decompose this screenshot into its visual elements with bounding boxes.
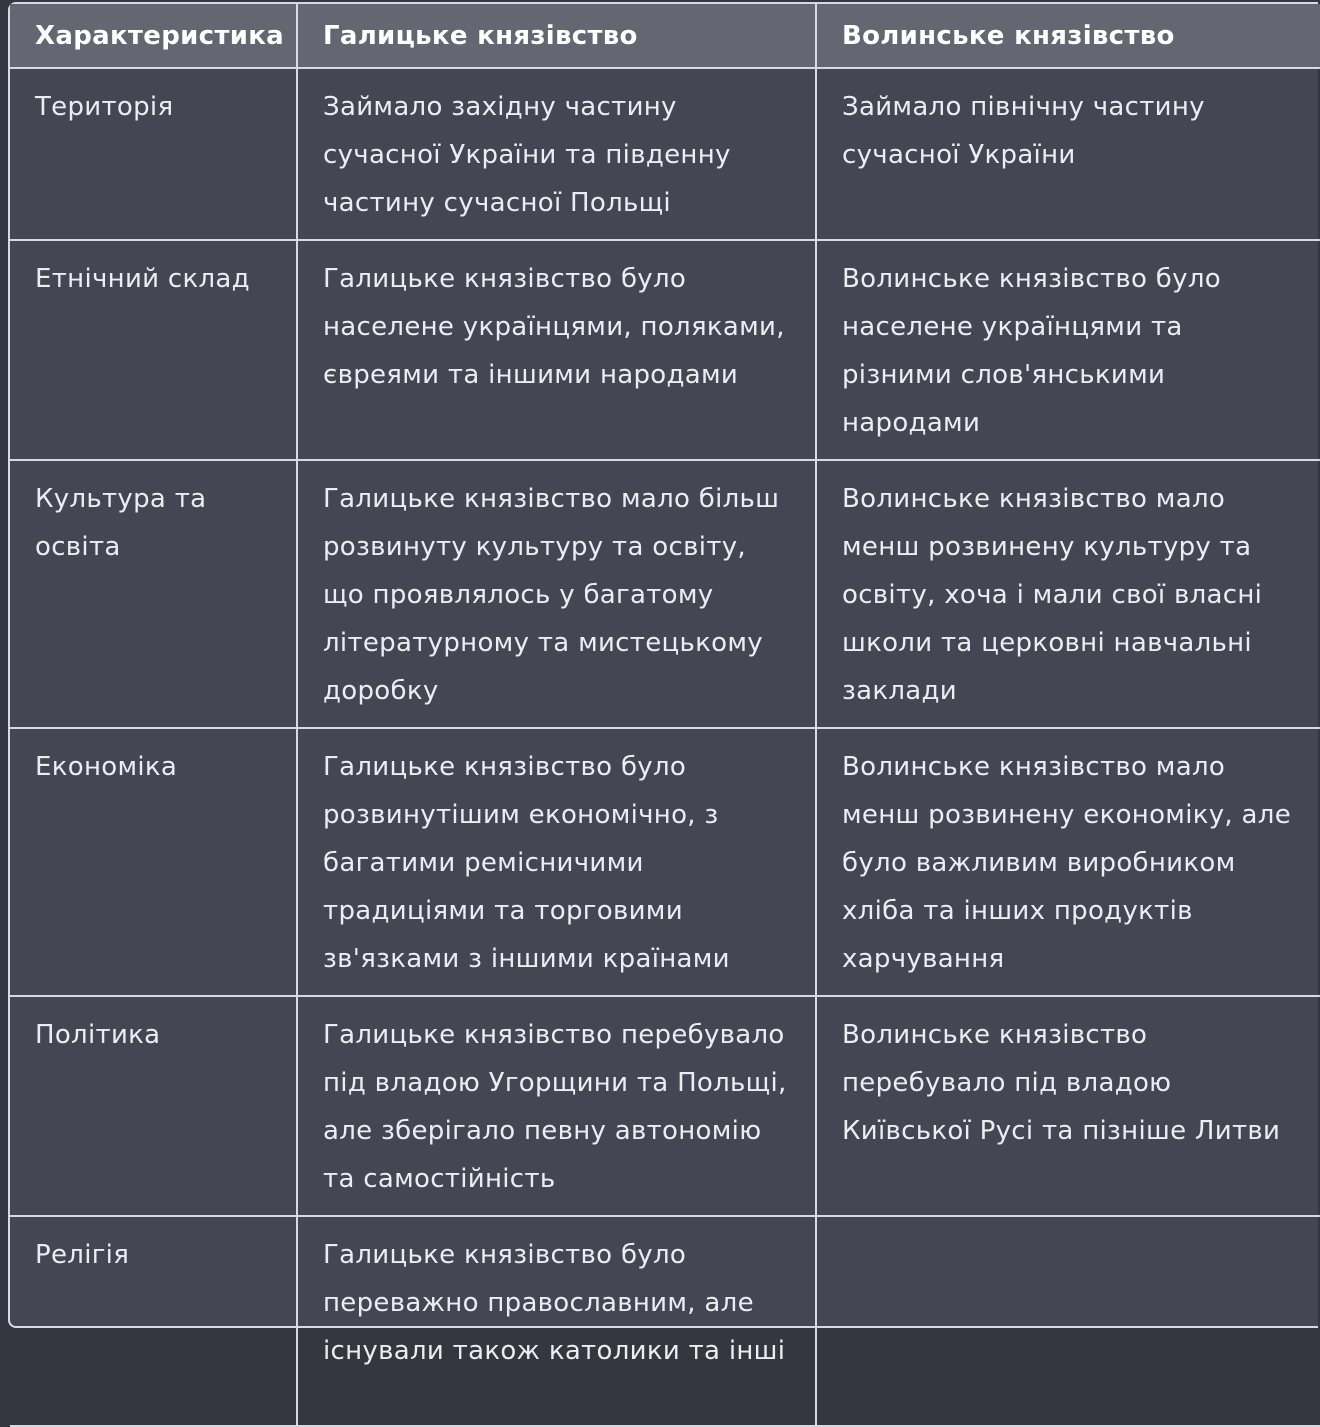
galician-cell: Галицьке князівство було населене українцями, поляками, євреями та іншими народами	[297, 240, 816, 460]
table-row	[10, 728, 1320, 996]
header-row	[10, 4, 1320, 68]
row-label: Політика	[10, 996, 297, 1216]
row-label: Територія	[10, 68, 297, 240]
galician-cell: Галицьке князівство перебувало під владою Угорщини та Польщі, але зберігало певну автономію та самостійність	[297, 996, 816, 1216]
volhynian-cell: Волинське князівство було населене українцями та різними слов'янськими народами	[816, 240, 1320, 460]
galician-cell: Галицьке князівство мало більш розвинуту культуру та освіту, що проявлялось у багатому літературному та мистецькому доробку	[297, 460, 816, 728]
galician-cell: Займало західну частину сучасної України та південну частину сучасної Польщі	[297, 68, 816, 240]
row-label: Економіка	[10, 728, 297, 996]
table-row	[10, 1216, 1320, 1426]
comparison-table-container	[8, 2, 1318, 1366]
table-row	[10, 996, 1320, 1216]
galician-cell: Галицьке князівство було розвинутішим економічно, з багатими ремісничими традиціями та торговими зв'язками з іншими країнами	[297, 728, 816, 996]
galician-cell: Галицьке князівство було переважно православним, але існували також католики та інші	[297, 1216, 816, 1426]
volhynian-cell: Займало північну частину сучасної України	[816, 68, 1320, 240]
volhynian-cell: Волинське князівство перебувало під владою Київської Русі та пізніше Литви	[816, 996, 1320, 1216]
volhynian-cell	[816, 1216, 1320, 1426]
comparison-table	[10, 4, 1320, 1427]
row-label: Етнічний склад	[10, 240, 297, 460]
table-row	[10, 460, 1320, 728]
table-header	[10, 4, 1320, 68]
volhynian-cell: Волинське князівство мало менш розвинену культуру та освіту, хоча і мали свої власні школи та церковні навчальні заклади	[816, 460, 1320, 728]
header-galician-principality: Галицьке князівство	[297, 4, 816, 68]
row-label: Культура та освіта	[10, 460, 297, 728]
row-label: Релігія	[10, 1216, 297, 1426]
header-volhynian-principality: Волинське князівство	[816, 4, 1320, 68]
volhynian-cell: Волинське князівство мало менш розвинену економіку, але було важливим виробником хліба та інших продуктів харчування	[816, 728, 1320, 996]
header-characteristic: Характеристика	[10, 4, 297, 68]
table-body	[10, 68, 1320, 1426]
table-row	[10, 68, 1320, 240]
table-row	[10, 240, 1320, 460]
